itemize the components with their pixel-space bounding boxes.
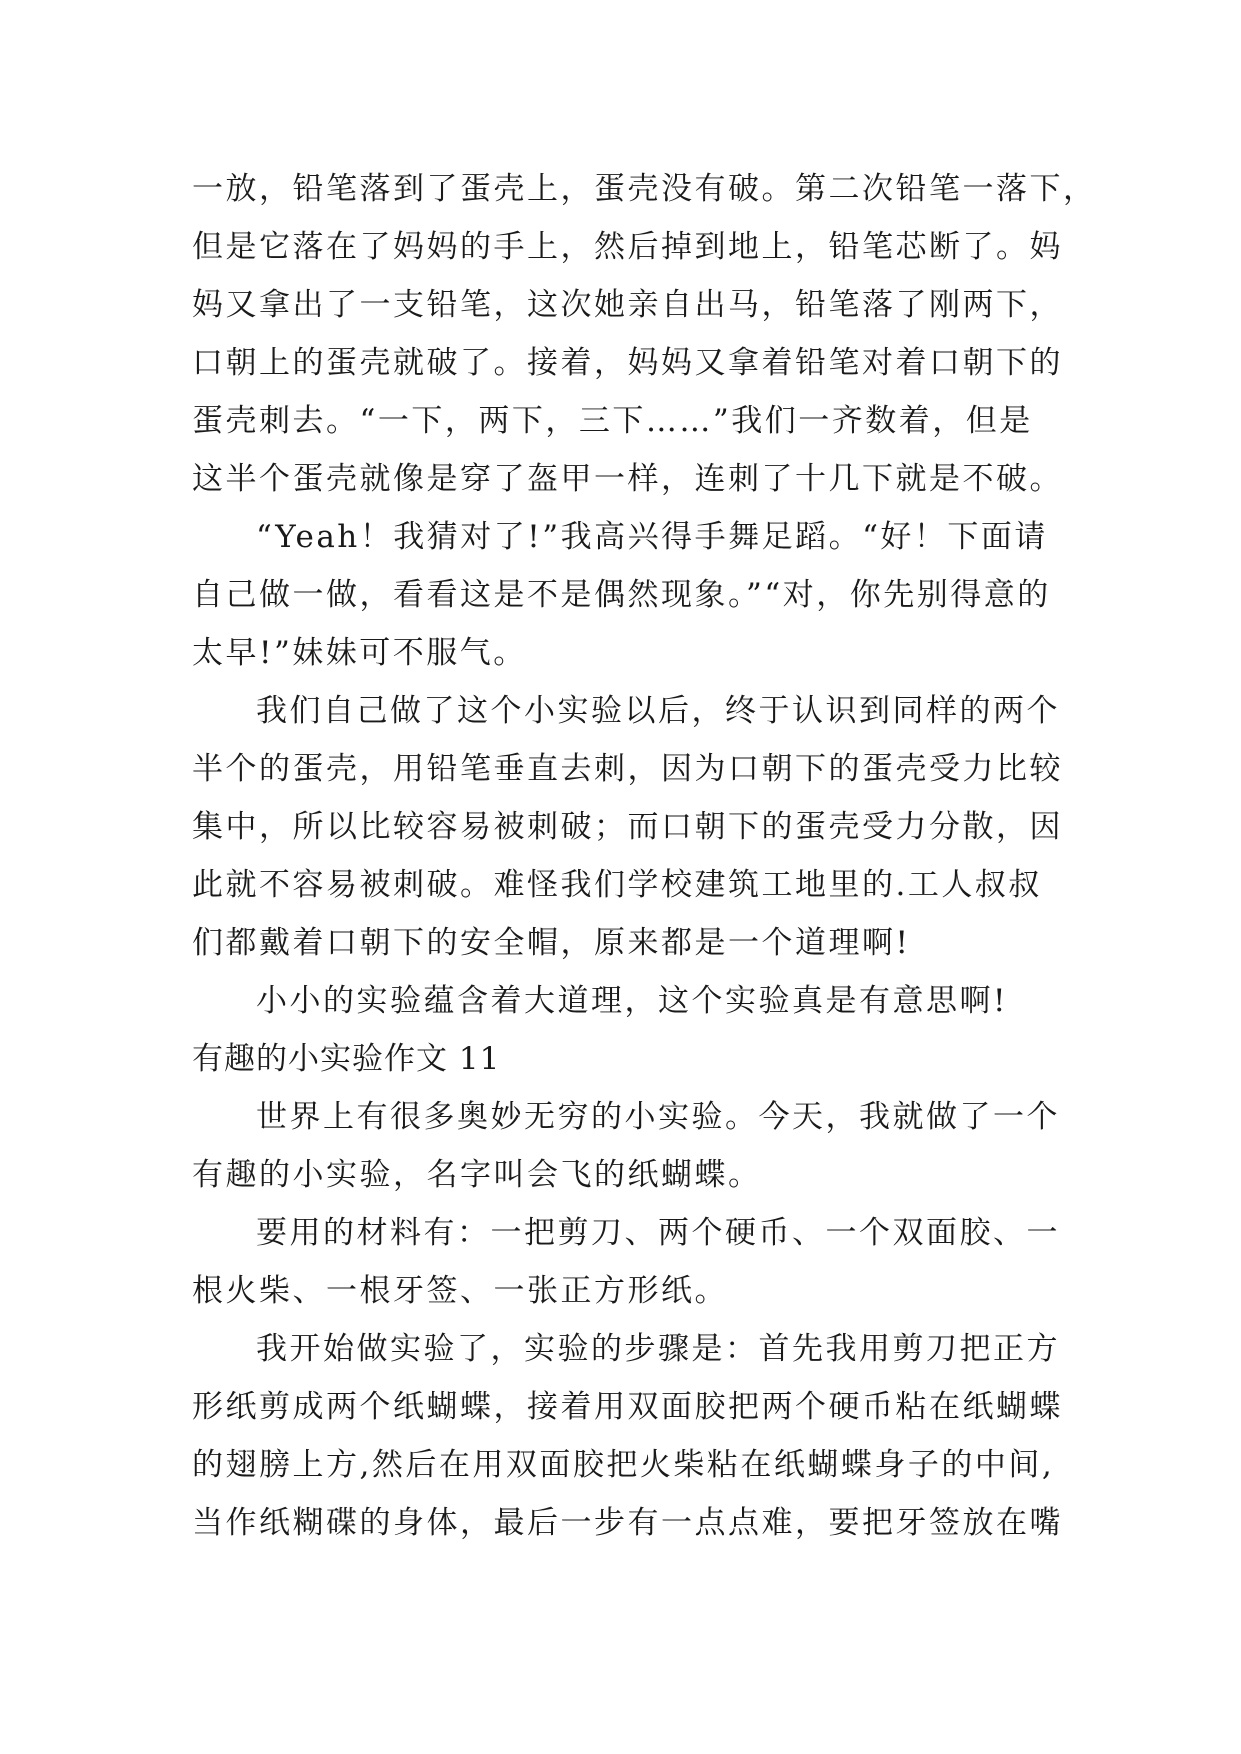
text-line: 们都戴着口朝下的安全帽，原来都是一个道理啊!: [192, 925, 911, 961]
text-line: 形纸剪成两个纸蝴蝶，接着用双面胶把两个硬币粘在纸蝴蝶: [192, 1389, 1063, 1425]
section-heading: 有趣的小实验作文 11: [192, 1041, 501, 1077]
text-line: 集中，所以比较容易被刺破；而口朝下的蛋壳受力分散，因: [192, 809, 1063, 845]
text-line: 半个的蛋壳，用铅笔垂直去刺，因为口朝下的蛋壳受力比较: [192, 751, 1063, 787]
text-line: 口朝上的蛋壳就破了。接着，妈妈又拿着铅笔对着口朝下的: [192, 345, 1063, 381]
text-line: 当作纸糊碟的身体，最后一步有一点点难，要把牙签放在嘴: [192, 1505, 1063, 1541]
paragraph-start-line: 小小的实验蕴含着大道理，这个实验真是有意思啊!: [256, 983, 1008, 1019]
text-line: 但是它落在了妈妈的手上，然后掉到地上，铅笔芯断了。妈: [192, 229, 1063, 265]
text-line: 这半个蛋壳就像是穿了盔甲一样，连刺了十几下就是不破。: [192, 461, 1063, 497]
paragraph-start-line: 我们自己做了这个小实验以后，终于认识到同样的两个: [256, 693, 1060, 729]
text-line: 自己做一做，看看这是不是偶然现象。”“对，你先别得意的: [192, 577, 1051, 613]
paragraph-start-line: 世界上有很多奥妙无穷的小实验。今天，我就做了一个: [256, 1099, 1060, 1135]
text-line: 太早!”妹妹可不服气。: [192, 635, 527, 671]
paragraph-start-line: 我开始做实验了，实验的步骤是：首先我用剪刀把正方: [256, 1331, 1060, 1367]
document-body: [192, 160, 1097, 1552]
text-line: 有趣的小实验，名字叫会飞的纸蝴蝶。: [192, 1157, 762, 1193]
text-line: 妈又拿出了一支铅笔，这次她亲自出马，铅笔落了刚两下，: [192, 287, 1063, 323]
text-line: 蛋壳刺去。“一下，两下，三下……”我们一齐数着，但是: [192, 403, 1033, 439]
paragraph-start-line: 要用的材料有：一把剪刀、两个硬币、一个双面胶、一: [256, 1215, 1060, 1251]
text-line: 一放，铅笔落到了蛋壳上，蛋壳没有破。第二次铅笔一落下，: [192, 171, 1097, 207]
paragraph-start-line: “Yeah！我猜对了!”我高兴得手舞足蹈。“好！下面请: [256, 519, 1048, 555]
text-line: 的翅膀上方,然后在用双面胶把火柴粘在纸蝴蝶身子的中间,: [192, 1447, 1055, 1483]
text-line: 根火柴、一根牙签、一张正方形纸。: [192, 1273, 728, 1309]
text-line: 此就不容易被刺破。难怪我们学校建筑工地里的.工人叔叔: [192, 867, 1042, 903]
